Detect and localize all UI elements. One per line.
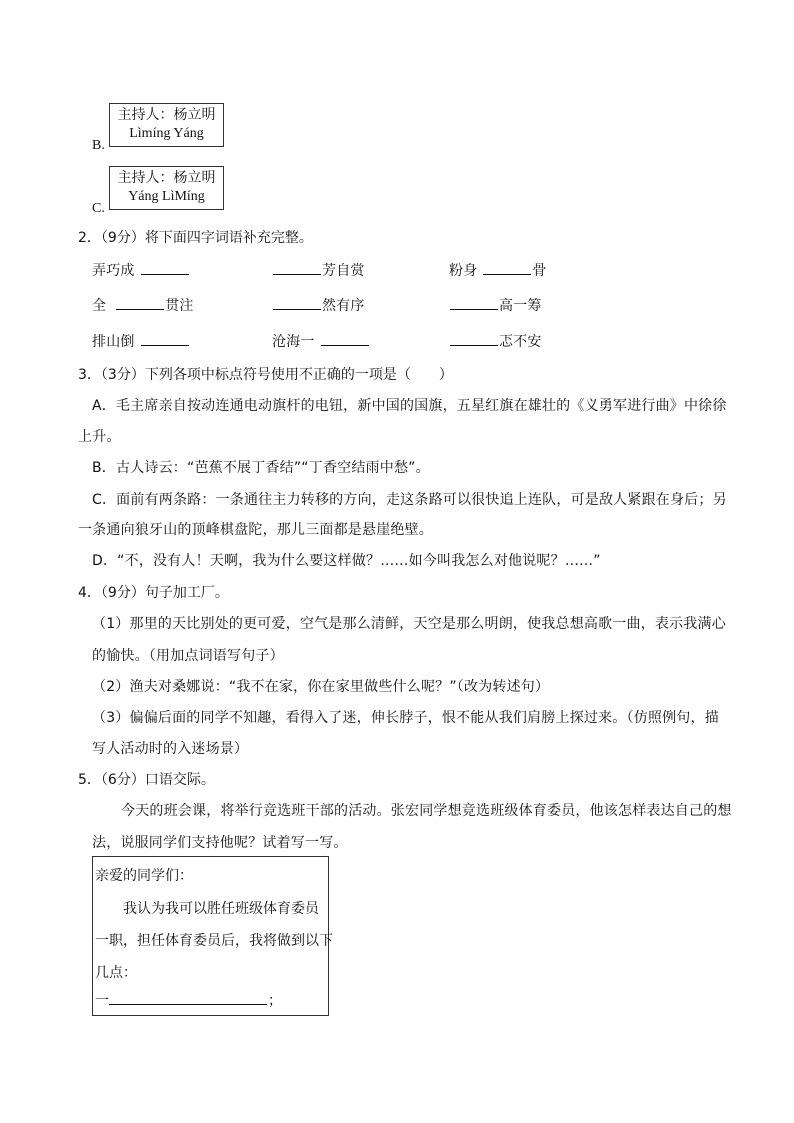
speech-line-4: 一 ； <box>95 990 282 1010</box>
question-5-header: 5．（6分）口语交际。 <box>78 772 215 788</box>
speech-line-2: 一职，担任体育委员后，我将做到以下 <box>95 933 333 949</box>
answer-blank[interactable] <box>109 990 267 1005</box>
option-b-box <box>109 103 224 147</box>
q2-item-2: 芳自赏 <box>272 260 365 280</box>
answer-blank[interactable] <box>141 260 189 275</box>
answer-blank[interactable] <box>116 295 164 310</box>
q4-sentence-1-line2: 的愉快。（用加点词语写句子） <box>92 648 284 664</box>
answer-blank[interactable] <box>141 331 189 346</box>
answer-blank[interactable] <box>273 295 321 310</box>
option-b-host-text: 主持人：杨立明 <box>117 107 216 123</box>
q3-option-c-line1[interactable]: C．面前有两条路：一条通往主力转移的方向，走这条路可以很快追上连队，可是敌人紧跟在身后；另 <box>92 492 727 508</box>
answer-blank[interactable] <box>321 331 369 346</box>
q2-item-3: 粉身 骨 <box>449 260 547 280</box>
speech-draft-box <box>92 856 333 1016</box>
q2-item-9: 忑不安 <box>449 331 542 351</box>
q4-sentence-3-line1: （3）偏偏后面的同学不知趣，看得入了迷，伸长脖子，恨不能从我们肩膀上探过来。（仿照例句，描 <box>92 710 719 726</box>
q2-item-4: 全 贯注 <box>92 295 194 315</box>
q2-item-7: 排山倒 <box>92 331 190 351</box>
option-c-pinyin: Yáng LìMíng <box>128 189 205 204</box>
q3-option-d[interactable]: D．“不，没有人！天啊，我为什么要这样做？……如今叫我怎么对他说呢？……” <box>92 553 601 569</box>
option-b-letter[interactable]: B. <box>92 138 105 153</box>
question-2-header: 2．（9分）将下面四字词语补充完整。 <box>78 230 313 246</box>
q2-item-5: 然有序 <box>272 295 365 315</box>
answer-blank[interactable] <box>450 331 498 346</box>
question-3-header: 3．（3分）下列各项中标点符号使用不正确的一项是（ ） <box>78 367 453 383</box>
q4-sentence-1-line1: （1）那里的天比别处的更可爱，空气是那么清鲜，天空是那么明朗，使我总想高歌一曲，表示我满心 <box>92 616 726 632</box>
answer-blank[interactable] <box>483 260 531 275</box>
q4-sentence-3-line2: 写人活动时的入迷场景） <box>92 741 249 757</box>
q2-item-8: 沧海一 <box>272 331 370 351</box>
option-c-box <box>109 166 224 210</box>
option-b-pinyin: Lìmíng Yáng <box>129 126 204 141</box>
answer-blank[interactable] <box>450 295 498 310</box>
speech-greeting: 亲爱的同学们： <box>95 868 193 884</box>
q4-sentence-2: （2）渔夫对桑娜说：“我不在家，你在家里做些什么呢？”（改为转述句） <box>92 679 550 695</box>
q2-item-1: 弄巧成 <box>92 260 190 280</box>
q3-option-a-line1[interactable]: A．毛主席亲自按动连通电动旗杆的电钮，新中国的国旗，五星红旗在雄壮的《义勇军进行曲》中徐徐 <box>92 398 727 414</box>
speech-line-3: 几点： <box>95 965 137 981</box>
q2-item-6: 高一筹 <box>449 295 542 315</box>
option-c-letter[interactable]: C. <box>92 201 105 216</box>
q3-option-c-line2: 一条通向狼牙山的顶峰棋盘陀，那儿三面都是悬崖绝壁。 <box>78 522 433 538</box>
q5-prompt-line2: 法，说服同学们支持他呢？试着写一写。 <box>92 835 348 851</box>
question-4-header: 4．（9分）句子加工厂。 <box>78 585 229 601</box>
q3-option-a-line2: 上升。 <box>78 429 121 445</box>
speech-line-1: 我认为我可以胜任班级体育委员 <box>123 901 319 917</box>
q3-option-b[interactable]: B．古人诗云：“芭蕉不展丁香结”“丁香空结雨中愁”。 <box>92 460 430 476</box>
answer-blank[interactable] <box>273 260 321 275</box>
option-c-host-text: 主持人：杨立明 <box>117 170 216 186</box>
q5-prompt-line1: 今天的班会课，将举行竞选班干部的活动。张宏同学想竞选班级体育委员，他该怎样表达自己的想 <box>121 803 732 819</box>
